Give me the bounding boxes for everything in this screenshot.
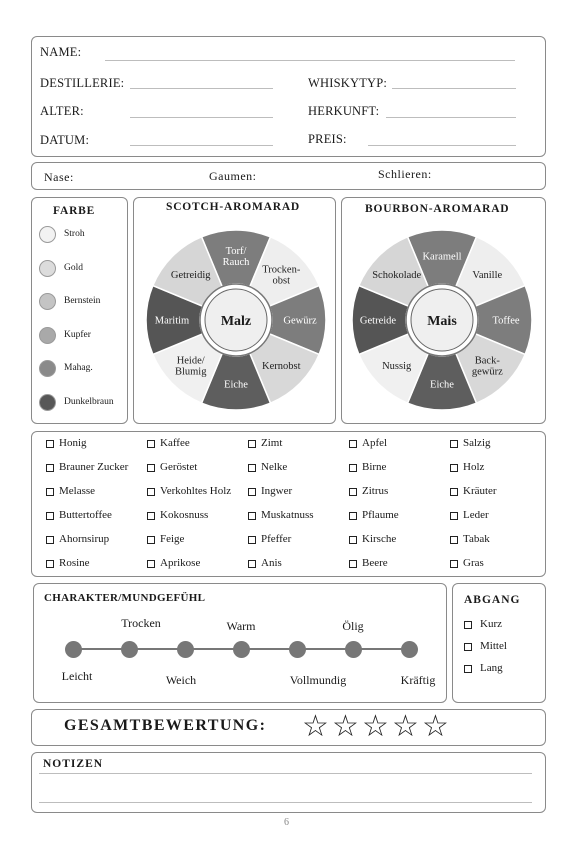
finish-checkbox-0[interactable]: [464, 621, 472, 629]
aroma-checkbox-2-2[interactable]: [248, 488, 256, 496]
rating-star-4[interactable]: ☆: [392, 710, 419, 743]
name-label: NAME:: [40, 45, 82, 59]
color-label-1: Gold: [64, 262, 83, 273]
distillery-label: DESTILLERIE:: [40, 76, 125, 90]
rating-star-3[interactable]: ☆: [362, 710, 389, 743]
aroma-label-1-2: Nelke: [261, 461, 288, 473]
price-label: PREIS:: [308, 132, 347, 146]
scotch-segment-label-5: Heide/ Blumig: [174, 355, 207, 378]
finish-checkbox-1[interactable]: [464, 643, 472, 651]
age-label: ALTER:: [40, 104, 84, 118]
scale-top-label-2: Ölig: [342, 619, 364, 633]
aroma-checkbox-2-4[interactable]: [450, 488, 458, 496]
aroma-label-5-3: Beere: [362, 557, 388, 569]
color-title: FARBE: [53, 205, 96, 217]
scale-top-label-1: Warm: [226, 619, 256, 633]
date-label: DATUM:: [40, 133, 90, 147]
finish-label-2: Lang: [480, 662, 503, 674]
finish-label-0: Kurz: [480, 618, 502, 630]
aroma-checkbox-4-2[interactable]: [248, 536, 256, 544]
scotch-segment-label-2: Gewürz: [283, 315, 317, 327]
scale-bottom-label-1: Weich: [165, 673, 197, 687]
scale-dot-5[interactable]: [345, 641, 362, 658]
bourbon-segment-label-7: Schokolade: [372, 270, 422, 282]
aroma-checkbox-2-1[interactable]: [147, 488, 155, 496]
aroma-checkbox-5-1[interactable]: [147, 560, 155, 568]
bourbon-segment-label-1: Vanille: [472, 270, 503, 282]
aroma-label-5-0: Rosine: [59, 557, 90, 569]
scotch-segment-label-1: Trocken-obst: [262, 264, 301, 287]
scotch-segment-label-7: Getreidig: [170, 270, 211, 282]
scotch-segment-label-3: Kernobst: [262, 360, 301, 372]
aroma-checkbox-3-1[interactable]: [147, 512, 155, 520]
notes-title: NOTIZEN: [43, 758, 104, 770]
aroma-checkbox-4-1[interactable]: [147, 536, 155, 544]
scotch-center-label: Malz: [220, 314, 252, 329]
scotch-segment-label-6: Maritim: [154, 315, 190, 327]
aroma-checkbox-3-0[interactable]: [46, 512, 54, 520]
aroma-label-2-0: Melasse: [59, 485, 96, 497]
aroma-checkbox-4-3[interactable]: [349, 536, 357, 544]
aroma-checkbox-1-0[interactable]: [46, 464, 54, 472]
aroma-label-0-3: Apfel: [362, 437, 388, 449]
bourbon-segment-label-4: Eiche: [430, 379, 454, 391]
bourbon-segment-label-2: Toffee: [492, 315, 520, 327]
scale-dot-6[interactable]: [401, 641, 418, 658]
aroma-label-1-3: Birne: [362, 461, 387, 473]
age-line[interactable]: [130, 117, 273, 118]
bourbon-segment-label-0: Karamell: [422, 251, 462, 263]
bourbon-segment-label-6: Getreide: [359, 315, 397, 327]
scotch-wheel-title: SCOTCH-AROMARAD: [166, 201, 301, 213]
notes-box: [31, 752, 546, 813]
bourbon-segment-label-5: Nussig: [382, 360, 412, 372]
aroma-label-1-1: Geröstet: [160, 461, 198, 473]
aroma-checkbox-0-3[interactable]: [349, 440, 357, 448]
aroma-label-2-4: Kräuter: [463, 485, 497, 497]
color-label-4: Mahag.: [64, 363, 93, 373]
color-swatch-5[interactable]: [39, 394, 56, 411]
aroma-label-2-3: Zitrus: [362, 485, 389, 497]
color-swatch-4[interactable]: [39, 360, 56, 377]
rating-label: GESAMTBEWERTUNG:: [64, 717, 267, 734]
aroma-label-4-3: Kirsche: [362, 533, 397, 545]
aroma-checkbox-4-0[interactable]: [46, 536, 54, 544]
aroma-checkbox-5-4[interactable]: [450, 560, 458, 568]
aroma-label-4-2: Pfeffer: [261, 533, 292, 545]
aroma-label-2-2: Ingwer: [261, 485, 293, 497]
nose-label: Nase:: [44, 170, 74, 184]
aroma-checkbox-5-2[interactable]: [248, 560, 256, 568]
rating-star-5[interactable]: ☆: [422, 710, 449, 743]
aroma-label-1-0: Brauner Zucker: [59, 461, 129, 473]
bourbon-segment-label-3: Back-gewürz: [471, 355, 503, 378]
scotch-segment-label-0: Torf/ Rauch: [222, 246, 250, 268]
aroma-label-4-0: Ahornsirup: [59, 533, 110, 545]
notes-line-2[interactable]: [39, 802, 532, 803]
aroma-checkbox-3-3[interactable]: [349, 512, 357, 520]
aroma-checkbox-1-1[interactable]: [147, 464, 155, 472]
aroma-label-3-3: Pflaume: [362, 509, 399, 521]
aroma-label-5-1: Aprikose: [160, 557, 201, 569]
bourbon-aroma-wheel: [341, 218, 546, 421]
notes-line-1[interactable]: [39, 773, 532, 774]
color-label-5: Dunkelbraun: [64, 396, 114, 407]
scotch-segment-label-4: Eiche: [224, 379, 248, 391]
aroma-checklist-box: [31, 431, 546, 577]
aroma-label-3-4: Leder: [463, 509, 489, 521]
whisky-type-line[interactable]: [392, 88, 516, 89]
color-swatch-0[interactable]: [39, 226, 56, 243]
color-label-0: Stroh: [64, 229, 85, 239]
aroma-label-5-2: Anis: [261, 557, 282, 569]
aroma-label-3-0: Buttertoffee: [59, 509, 112, 521]
scale-dot-3[interactable]: [233, 641, 250, 658]
aroma-checkbox-0-4[interactable]: [450, 440, 458, 448]
aroma-checkbox-3-2[interactable]: [248, 512, 256, 520]
scale-dot-4[interactable]: [289, 641, 306, 658]
aroma-label-3-1: Kokosnuss: [160, 509, 209, 521]
aroma-checkbox-1-4[interactable]: [450, 464, 458, 472]
color-swatch-1[interactable]: [39, 260, 56, 277]
legs-label: Schlieren:: [378, 167, 432, 181]
aroma-checkbox-2-0[interactable]: [46, 488, 54, 496]
page-number: 6: [284, 817, 289, 828]
aroma-checkbox-5-0[interactable]: [46, 560, 54, 568]
aroma-label-0-2: Zimt: [261, 437, 283, 449]
character-title: CHARAKTER/MUNDGEFÜHL: [44, 592, 206, 604]
aroma-label-2-1: Verkohltes Holz: [160, 485, 232, 497]
aroma-checkbox-0-0[interactable]: [46, 440, 54, 448]
scale-dot-1[interactable]: [121, 641, 138, 658]
color-swatch-3[interactable]: [39, 327, 56, 344]
rating-star-1[interactable]: ☆: [302, 710, 329, 743]
aroma-label-4-4: Tabak: [463, 533, 490, 545]
finish-title: ABGANG: [464, 594, 521, 606]
origin-line[interactable]: [386, 117, 516, 118]
finish-label-1: Mittel: [480, 640, 507, 652]
aroma-checkbox-0-1[interactable]: [147, 440, 155, 448]
origin-label: HERKUNFT:: [308, 104, 380, 118]
color-swatch-2[interactable]: [39, 293, 56, 310]
aroma-label-5-4: Gras: [463, 557, 484, 569]
bourbon-center-label: Mais: [427, 314, 457, 329]
bourbon-wheel-title: BOURBON-AROMARAD: [365, 203, 510, 215]
price-line[interactable]: [368, 145, 516, 146]
date-line[interactable]: [130, 145, 273, 146]
aroma-checkbox-1-3[interactable]: [349, 464, 357, 472]
name-line[interactable]: [105, 60, 515, 61]
color-label-3: Kupfer: [64, 329, 91, 340]
aroma-checkbox-2-3[interactable]: [349, 488, 357, 496]
scale-bottom-label-2: Vollmundig: [289, 673, 347, 687]
tasting-box: [31, 162, 546, 190]
aroma-label-0-1: Kaffee: [160, 437, 190, 449]
scale-dot-2[interactable]: [177, 641, 194, 658]
scale-dot-0[interactable]: [65, 641, 82, 658]
aroma-checkbox-3-4[interactable]: [450, 512, 458, 520]
palate-label: Gaumen:: [209, 169, 257, 183]
aroma-label-0-0: Honig: [59, 437, 87, 449]
aroma-checkbox-5-3[interactable]: [349, 560, 357, 568]
scale-top-label-0: Trocken: [121, 616, 161, 630]
finish-checkbox-2[interactable]: [464, 665, 472, 673]
rating-star-2[interactable]: ☆: [332, 710, 359, 743]
aroma-checkbox-0-2[interactable]: [248, 440, 256, 448]
aroma-checkbox-1-2[interactable]: [248, 464, 256, 472]
scale-bottom-label-0: Leicht: [61, 669, 93, 683]
scale-bottom-label-3: Kräftig: [400, 673, 436, 687]
aroma-label-1-4: Holz: [463, 461, 485, 473]
aroma-label-3-2: Muskatnuss: [261, 509, 314, 521]
aroma-label-4-1: Feige: [160, 533, 185, 545]
scotch-aroma-wheel: [133, 218, 336, 421]
whisky-type-label: WHISKYTYP:: [308, 76, 388, 90]
color-label-2: Bernstein: [64, 296, 101, 306]
info-box: [31, 36, 546, 157]
distillery-line[interactable]: [130, 88, 273, 89]
aroma-checkbox-4-4[interactable]: [450, 536, 458, 544]
aroma-label-0-4: Salzig: [463, 437, 491, 449]
